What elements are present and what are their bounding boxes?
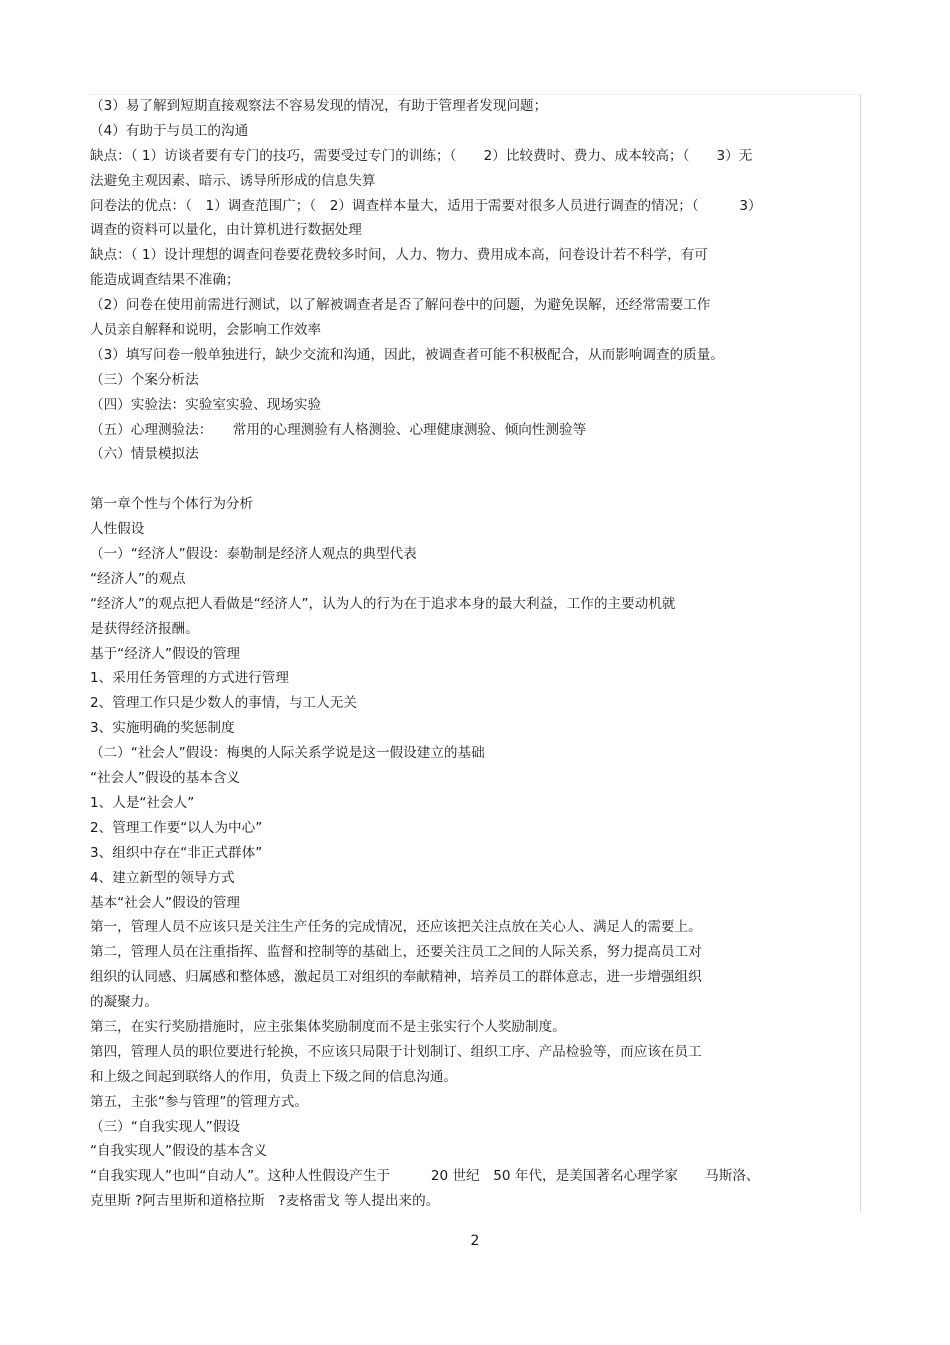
text-line: （3）填写问卷一般单独进行，缺少交流和沟通，因此，被调查者可能不积极配合，从而影响调查的质量。 xyxy=(90,346,724,363)
page-number: 2 xyxy=(470,1233,480,1249)
heading: （二）“社会人”假设：梅奥的人际关系学说是这一假设建立的基础 xyxy=(90,745,485,762)
text-line: 人员亲自解释和说明，会影响工作效率 xyxy=(90,322,322,339)
text-line: “经济人”的观点 xyxy=(90,570,186,587)
text-line: 问卷法的优点：（ 1）调查范围广；（ 2）调查样本量大，适用于需要对很多人员进行调查的情况；（ 3） xyxy=(90,197,762,214)
blank-line xyxy=(90,467,860,492)
section-title: 人性假设 xyxy=(90,521,145,538)
text-line: 第二，管理人员在注重指挥、监督和控制等的基础上，还要关注员工之间的人际关系，努力提高员工对 xyxy=(90,944,702,961)
text-line: “自我实现人”也叫“自动人”。这种人性假设产生于 20 世纪 50 年代，是美国著名心理学家 马斯洛、 xyxy=(90,1168,760,1185)
text-line: “经济人”的观点把人看做是“经济人”，认为人的行为在于追求本身的最大利益，工作的主要动机就 xyxy=(90,595,676,612)
heading: （六）情景模拟法 xyxy=(90,446,199,463)
text-line: “社会人”假设的基本含义 xyxy=(90,770,241,787)
text-line: 调查的资料可以量化，由计算机进行数据处理 xyxy=(90,222,362,239)
heading: （三）个案分析法 xyxy=(90,371,199,388)
list-item: 2、管理工作要“以人为中心” xyxy=(90,819,263,836)
text-line: “自我实现人”假设的基本含义 xyxy=(90,1143,268,1160)
text-line: 组织的认同感、归属感和整体感，激起员工对组织的奉献精神，培养员工的群体意志，进一步增强组织 xyxy=(90,969,702,986)
text-line: （3）易了解到短期直接观察法不容易发现的情况，有助于管理者发现问题； xyxy=(90,98,548,114)
heading: （三）“自我实现人”假设 xyxy=(90,1118,241,1135)
text-line: 克里斯 ?阿吉里斯和道格拉斯 ?麦格雷戈 等人提出来的。 xyxy=(90,1193,440,1210)
text-line: （2）问卷在使用前需进行测试，以了解被调查者是否了解问卷中的问题，为避免误解，还经常需要工作 xyxy=(90,297,711,314)
text-line: 基于“经济人”假设的管理 xyxy=(90,645,241,662)
text-line: 是获得经济报酬。 xyxy=(90,620,199,637)
text-line: （4）有助于与员工的沟通 xyxy=(90,122,249,139)
text-line: 的凝聚力。 xyxy=(90,994,158,1011)
list-item: 2、管理工作只是少数人的事情，与工人无关 xyxy=(90,695,357,712)
heading: （四）实验法：实验室实验、现场实验 xyxy=(90,396,322,413)
list-item: 3、组织中存在“非正式群体” xyxy=(90,844,263,861)
text-line: 基本“社会人”假设的管理 xyxy=(90,894,241,911)
text-line: 缺点：（ 1）访谈者要有专门的技巧，需要受过专门的训练；（ 2）比较费时、费力、成本较高；（ 3）无 xyxy=(90,147,753,164)
heading: （一）“经济人”假设：泰勒制是经济人观点的典型代表 xyxy=(90,546,417,563)
text-line: 第一，管理人员不应该只是关注生产任务的完成情况，还应该把关注点放在关心人、满足人的需要上。 xyxy=(90,919,702,936)
text-line: 第五，主张“参与管理”的管理方式。 xyxy=(90,1093,308,1110)
text-line: 第四，管理人员的职位要进行轮换，不应该只局限于计划制订、组织工序、产品检验等，而应该在员工 xyxy=(90,1043,702,1060)
text-line: 和上级之间起到联络人的作用，负责上下级之间的信息沟通。 xyxy=(90,1068,458,1085)
text-line: 法避免主观因素、暗示、诱导所形成的信息失算 xyxy=(90,172,376,189)
list-item: 1、人是“社会人” xyxy=(90,794,195,811)
chapter-title: 第一章个性与个体行为分析 xyxy=(90,496,254,513)
text-line: 第三，在实行奖励措施时，应主张集体奖励制度而不是主张实行个人奖励制度。 xyxy=(90,1018,566,1035)
text-line: 缺点：（ 1）设计理想的调查问卷要花费较多时间，人力、物力、费用成本高，问卷设计若不科学，有可 xyxy=(90,247,708,264)
heading: （五）心理测验法： 常用的心理测验有人格测验、心理健康测验、倾向性测验等 xyxy=(90,421,587,438)
list-item: 1、采用任务管理的方式进行管理 xyxy=(90,670,289,687)
text-line: 能造成调查结果不准确； xyxy=(90,272,240,289)
list-item: 4、建立新型的领导方式 xyxy=(90,869,235,886)
document-body xyxy=(90,94,860,1214)
list-item: 3、实施明确的奖惩制度 xyxy=(90,720,235,737)
